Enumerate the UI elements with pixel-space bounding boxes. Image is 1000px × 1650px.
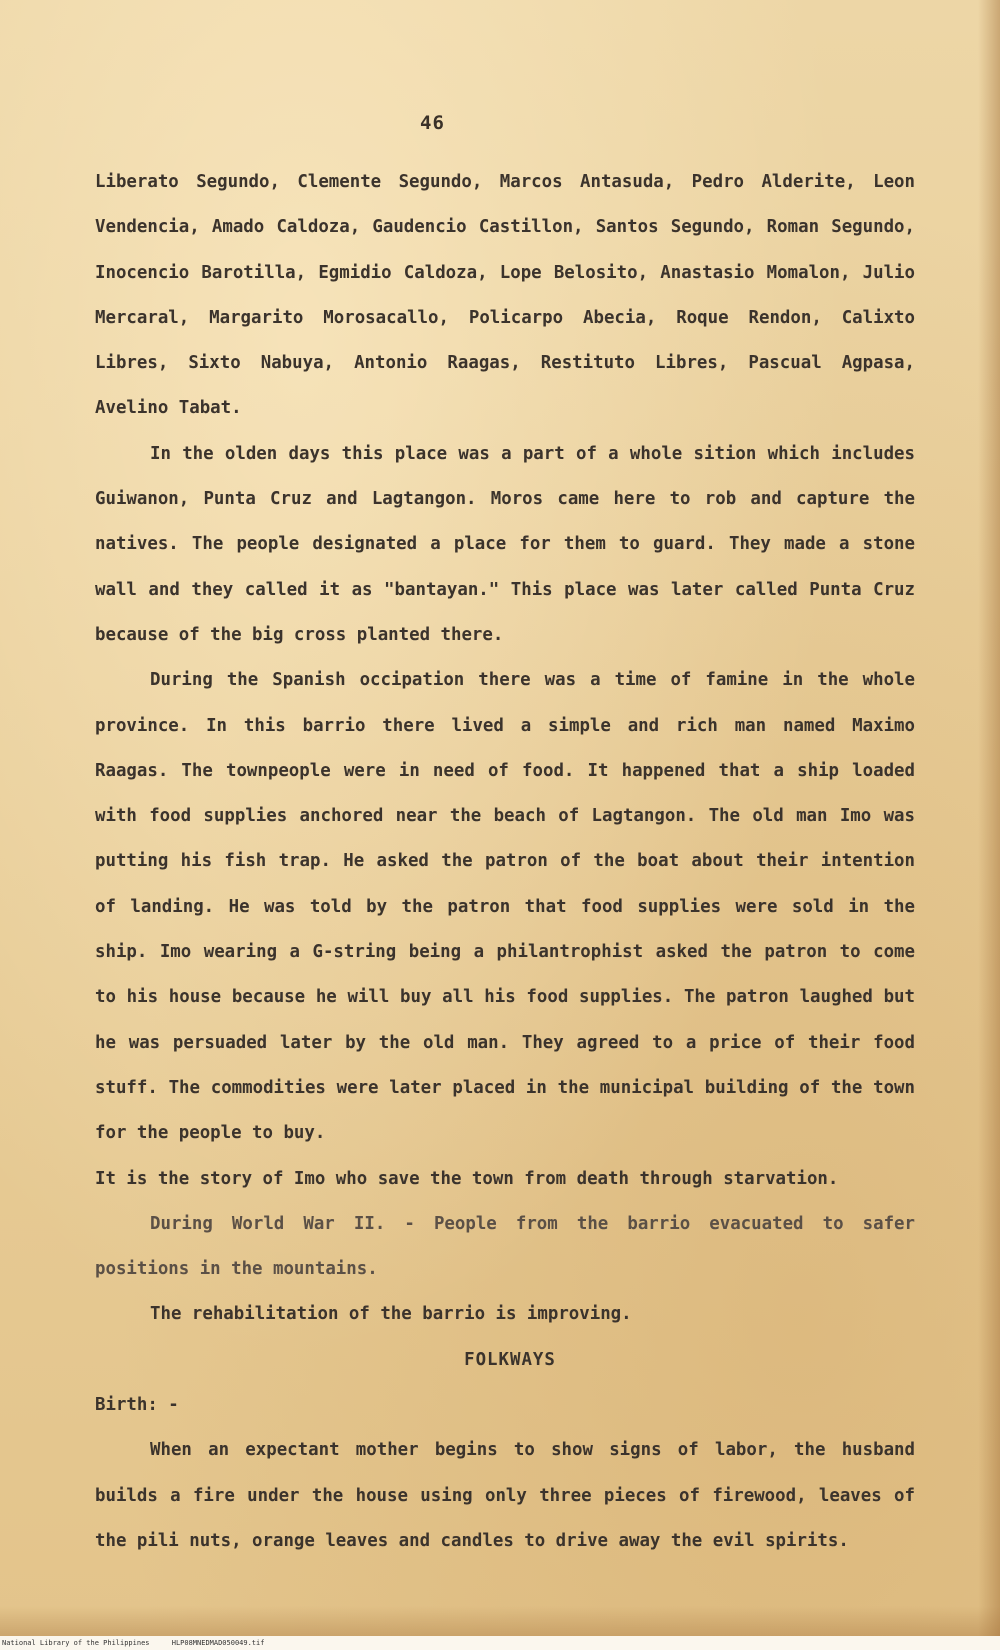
page-edge-shadow-bottom bbox=[0, 1606, 1000, 1636]
page-edge-shadow-right bbox=[978, 0, 1000, 1650]
paragraph-rehabilitation: The rehabilitation of the barrio is improving. bbox=[150, 1304, 632, 1325]
paragraph-spanish-occupation: During the Spanish occipation there was a time of famine in the whole province. In this barrio there lived a simple and rich man named Maximo Raagas. The townpeople were in need of food. It happened that a ship loaded with food supplies anchored near the beach of Lagtangon. The old man Imo was putting his fish trap. He asked the patron of the boat about their intention of landing. He was told by the patron that food supplies were sold in the ship. Imo wearing a G-string being a philantrophist asked the patron to come to his house because he will buy all his food supplies. The patron laughed but he was persuaded later by the old man. They agreed to a price of their food stuff. The commodities were later placed in the municipal building of the town for the people to buy. bbox=[95, 670, 915, 1144]
paragraph-story-of-imo: It is the story of Imo who save the town from death through starvation. bbox=[95, 1168, 839, 1189]
paragraph-olden-days: In the olden days this place was a part of a whole sition which includes Guiwanon, Punta Cruz and Lagtangon. Moros came here to rob and capture the natives. The people designated a place for them to guard. They made a stone wall and they called it as "bantayan." This place was later called Punta Cruz because of the big cross planted there. bbox=[95, 443, 915, 645]
scan-footer bbox=[0, 1636, 1000, 1650]
subheading-birth: Birth: - bbox=[95, 1395, 179, 1416]
paragraph-names: Liberato Segundo, Clemente Segundo, Marcos Antasuda, Pedro Alderite, Leon Vendencia, Amado Caldoza, Gaudencio Castillon, Santos Segundo, Roman Segundo, Inocencio Barotilla, Egmidio Caldoza, Lope Belosito, Anastasio Momalon, Julio Mercaral, Margarito Morosacallo, Policarpo Abecia, Roque Rendon, Calixto Libres, Sixto Nabuya, Antonio Raagas, Restituto Libres, Pascual Agpasa, Avelino Tabat. bbox=[95, 172, 915, 419]
section-heading-folkways: FOLKWAYS bbox=[464, 1349, 556, 1370]
footer-file: HLP08MNEDMAD050049.tif bbox=[171, 1639, 265, 1647]
footer-library: National Library of the Philippines bbox=[2, 1639, 150, 1647]
document-body bbox=[95, 160, 915, 1564]
paragraph-birth: When an expectant mother begins to show signs of labor, the husband builds a fire under the house using only three pieces of firewood, leaves of the pili nuts, orange leaves and candles to drive away the evil spirits. bbox=[95, 1440, 915, 1551]
page-number: 46 bbox=[420, 112, 445, 134]
paragraph-world-war: During World War II. - People from the barrio evacuated to safer positions in the mountains. bbox=[95, 1213, 915, 1280]
